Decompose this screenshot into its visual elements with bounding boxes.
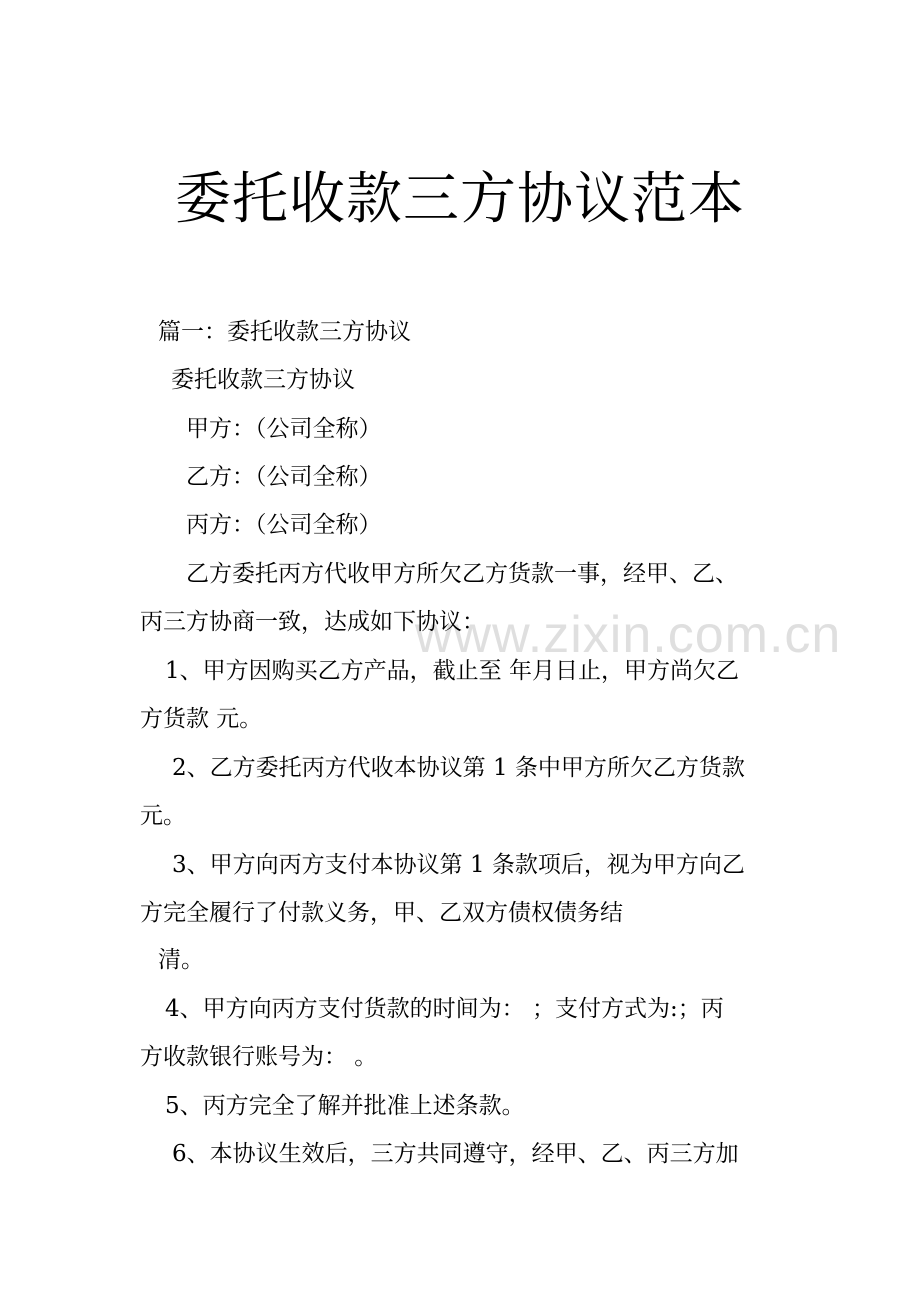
section-heading: 篇一：委托收款三方协议 [158, 319, 411, 345]
paragraph-intro-line-2: 丙三方协商一致，达成如下协议： [140, 609, 485, 635]
party-a-line: 甲方：（公司全称） [186, 416, 382, 442]
agreement-heading: 委托收款三方协议 [171, 367, 355, 393]
paragraph-intro-line-1: 乙方委托丙方代收甲方所欠乙方货款一事，经甲、乙、 [186, 561, 738, 587]
clause-4-line-1: 4、甲方向丙方支付货款的时间为： ；支付方式为:；丙 [165, 996, 724, 1022]
clause-1-line-1: 1、甲方因购买乙方产品，截止至 年月日止，甲方尚欠乙 [165, 658, 739, 684]
clause-3-line-1: 3、甲方向丙方支付本协议第 1 条款项后，视为甲方向乙 [172, 852, 745, 878]
party-c-line: 丙方：（公司全称） [186, 512, 382, 538]
party-b-line: 乙方：（公司全称） [186, 464, 382, 490]
clause-5-line: 5、丙方完全了解并批准上述条款。 [165, 1093, 525, 1119]
watermark: www.zixin.com.cn [415, 606, 842, 664]
clause-2-line-1: 2、乙方委托丙方代收本协议第 1 条中甲方所欠乙方货款 [172, 755, 745, 781]
document-title: 委托收款三方协议范本 [175, 167, 745, 232]
clause-4-line-2: 方收款银行账号为： 。 [140, 1044, 378, 1070]
clause-1-line-2: 方货款 元。 [140, 706, 263, 732]
clause-3-line-3: 清。 [158, 947, 204, 973]
clause-6-line-1: 6、本协议生效后，三方共同遵守，经甲、乙、丙三方加 [172, 1141, 739, 1167]
clause-2-line-2: 元。 [140, 803, 186, 829]
clause-3-line-2: 方完全履行了付款义务，甲、乙双方债权债务结 [140, 900, 623, 926]
